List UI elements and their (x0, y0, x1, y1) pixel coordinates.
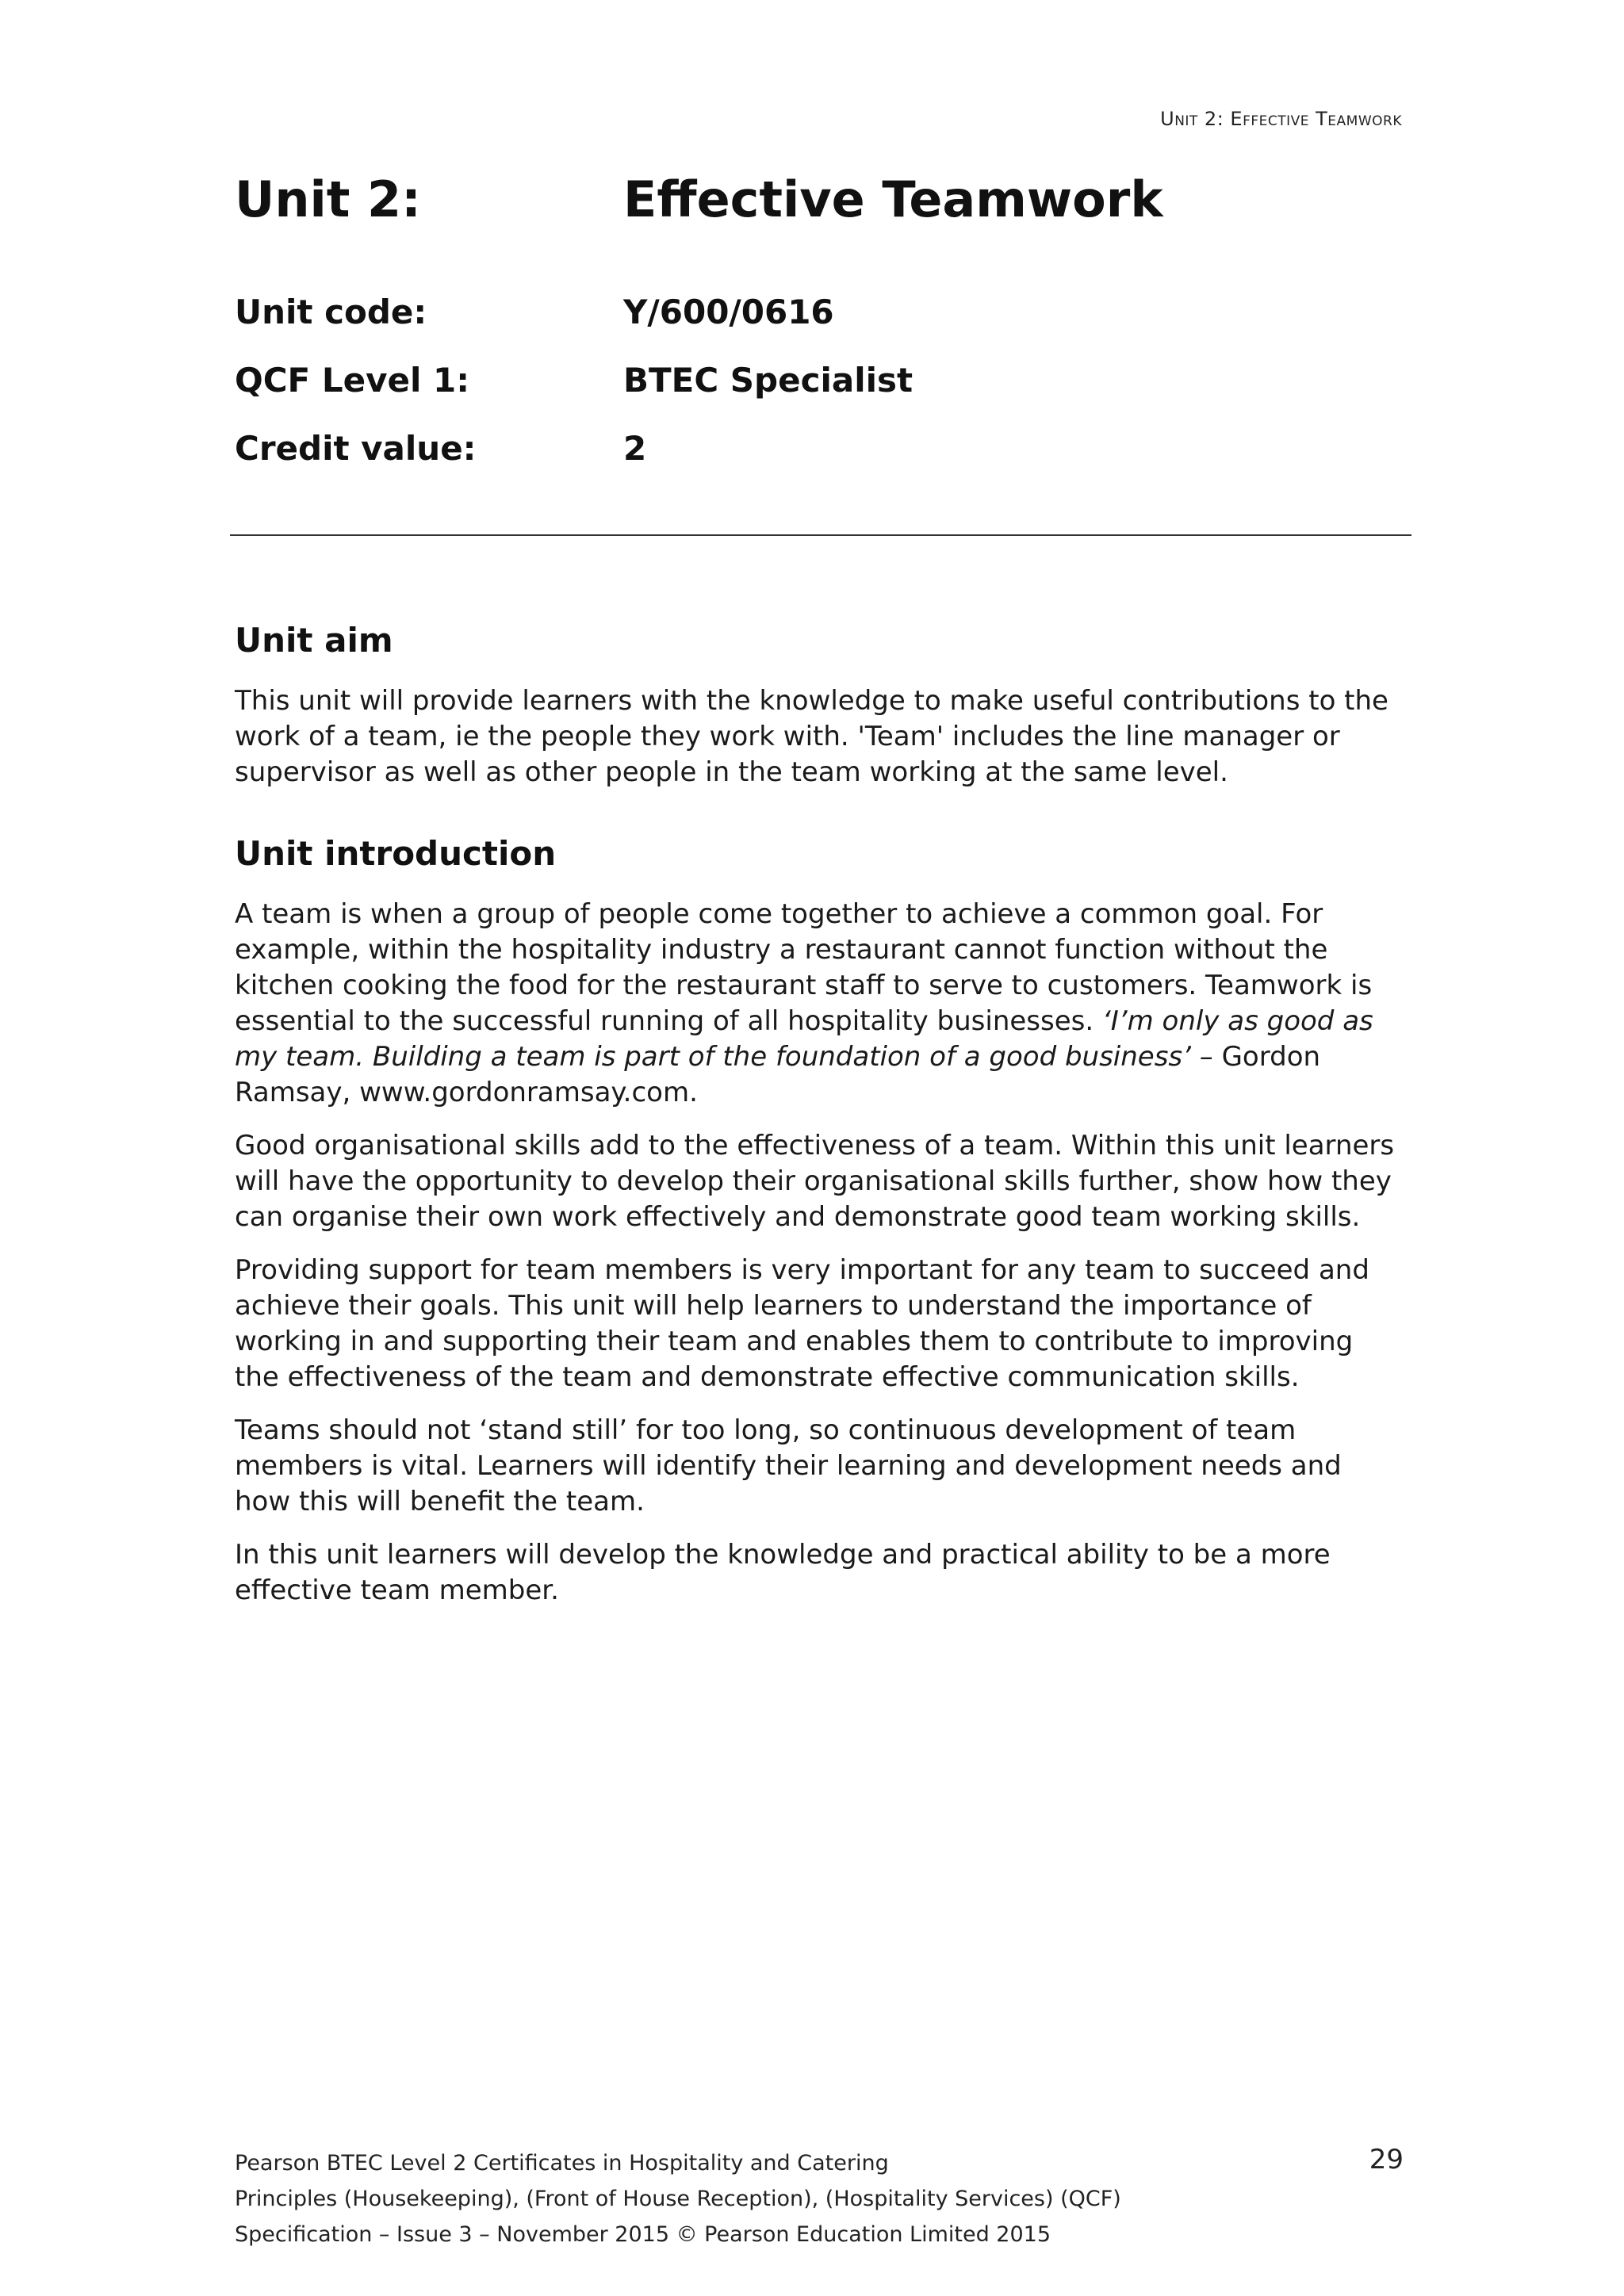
footer-line-3: Specification – Issue 3 – November 2015 © Pearson Education Limited 2015 (235, 2222, 1051, 2247)
intro-paragraph-4: Teams should not ‘stand still’ for too long, so continuous development of team members is vital. Learners will identify their learning and development needs and how this will benefit the team. (235, 1414, 1342, 1517)
intro-paragraph-1-text: A team is when a group of people come together to achieve a common goal. For example, within the hospitality industry a restaurant cannot function without the kitchen cooking the food for the restaurant staff to serve to customers. Teamwork is essential to the successful running of all hospitality businesses. (235, 898, 1373, 1037)
unit-introduction-heading: Unit introduction (235, 834, 557, 873)
unit-title (235, 168, 1408, 239)
credit-value-row (235, 427, 1408, 474)
unit-code-value: Y/600/0616 (623, 293, 834, 331)
credit-value-label: Credit value: (235, 429, 477, 468)
intro-paragraph-3: Providing support for team members is very important for any team to succeed and achieve their goals. This unit will help learners to understand the importance of working in and supporting their team and enables them to contribute to improving the effectiveness of the team and demonstrate effective communication skills. (235, 1254, 1369, 1393)
main-content (235, 618, 1400, 1650)
unit-title-text: Effective Teamwork (623, 170, 1163, 228)
qcf-level-row (235, 358, 1408, 406)
unit-aim-section (235, 618, 1400, 790)
intro-paragraph-1 (235, 897, 1400, 1111)
intro-paragraph-5: In this unit learners will develop the knowledge and practical ability to be a more effective team member. (235, 1539, 1331, 1606)
credit-value-value: 2 (623, 429, 647, 468)
page-footer (235, 2145, 1400, 2252)
intro-paragraph-2: Good organisational skills add to the effectiveness of a team. Within this unit learners will have the opportunity to develop their organisational skills further, show how they can organise their own work effectively and demonstrate good team working skills. (235, 1130, 1395, 1233)
unit-introduction-section (235, 832, 1400, 1609)
unit-number-label: Unit 2: (235, 170, 421, 228)
qcf-level-label: QCF Level 1: (235, 361, 469, 400)
gordon-ramsay-quote: ‘I’m only as good as my team. Building a team is part of the foundation of a good business’ (235, 1005, 1373, 1073)
quote-attribution: – Gordon Ramsay, www.gordonramsay.com. (235, 1041, 1321, 1108)
unit-aim-heading: Unit aim (235, 621, 393, 660)
header-divider (230, 534, 1411, 536)
running-header: Unit 2: Effective Teamwork (1160, 108, 1402, 130)
page-number: 29 (1369, 2144, 1404, 2175)
qcf-level-value: BTEC Specialist (623, 361, 914, 400)
footer-line-2: Principles (Housekeeping), (Front of House Reception), (Hospitality Services) (QCF) (235, 2187, 1121, 2211)
unit-code-label: Unit code: (235, 293, 427, 331)
unit-aim-text: This unit will provide learners with the knowledge to make useful contributions to the work of a team, ie the people they work with. 'Team' includes the line manager or supervisor as well as other people in the team working at the same level. (235, 685, 1388, 788)
footer-line-1: Pearson BTEC Level 2 Certificates in Hospitality and Catering (235, 2151, 889, 2175)
unit-code-row (235, 290, 1408, 338)
